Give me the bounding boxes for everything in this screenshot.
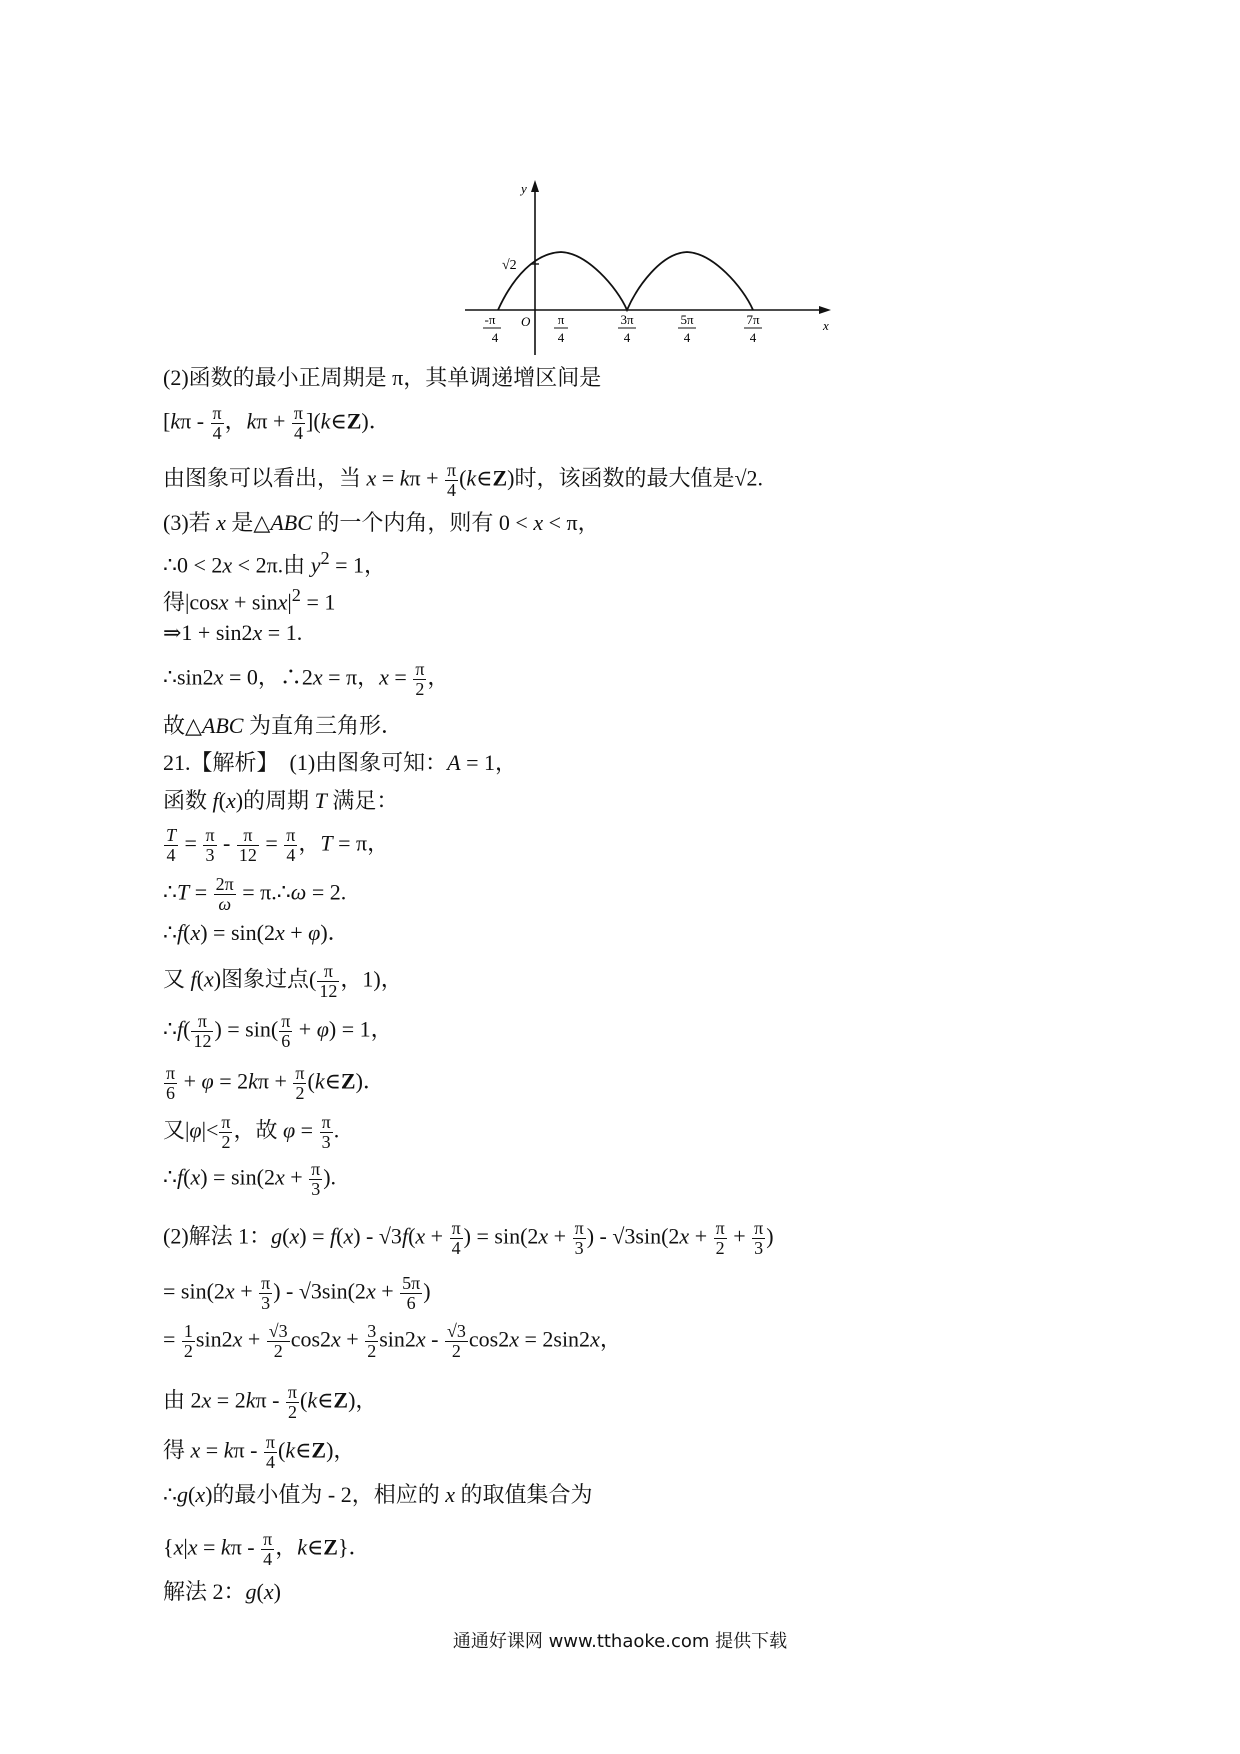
solution-line-l7: ⇒1 + sin2x = 1.	[163, 620, 303, 645]
solution-line-l26: {x|x = kπ - $\frac{\pi}{4}$ ，k∈Z}．	[163, 1529, 371, 1569]
svg-text:4: 4	[749, 330, 757, 345]
svg-text:5π: 5π	[680, 312, 694, 327]
solution-line-l12: $\frac{T}{4}$ = $\frac{\pi}{3}$ - $\frac{\pi}{12}$ = $\frac{\pi}{4}$ ，T = π，	[166, 825, 390, 865]
svg-text:4: 4	[557, 330, 565, 345]
svg-text:π: π	[557, 312, 565, 327]
x-tick-neg-pi-4	[483, 312, 501, 345]
origin-label: O	[521, 314, 531, 329]
solution-line-l6: 得$|\cos x + \sin x|^2 = 1$	[163, 585, 336, 615]
svg-text:7π: 7π	[746, 312, 760, 327]
solution-line-l9: 故△ABC 为直角三角形．	[163, 713, 403, 738]
x-tick-3pi-4	[618, 312, 636, 345]
x-axis-arrow	[819, 306, 831, 314]
solution-line-l24: 得 x = kπ - $\frac{\pi}{4}$ (k∈Z)，	[163, 1432, 356, 1472]
svg-text:3π: 3π	[620, 312, 634, 327]
svg-text:-π: -π	[484, 312, 496, 327]
x-tick-pi-4	[554, 312, 568, 345]
y-tick-sqrt2: √2	[502, 258, 517, 273]
x-axis-label: x	[823, 318, 829, 333]
x-tick-7pi-4	[744, 312, 762, 345]
solution-line-l11: 函数 f(x)的周期 T 满足：	[163, 788, 399, 813]
solution-line-l8: ∴sin2x = 0，∴2x = π，x = $\frac{\pi}{2}$ ，	[163, 659, 450, 699]
y-axis-label: y	[521, 181, 527, 196]
y-axis-arrow	[531, 180, 539, 192]
solution-line-l2: [kπ - $\frac{\pi}{4}$ ，kπ + $\frac{\pi}{4}$ ](k∈Z)．	[163, 403, 391, 443]
function-graph	[455, 175, 845, 360]
function-curve	[498, 252, 753, 310]
svg-text:4: 4	[623, 330, 631, 345]
solution-line-l5: ∴0 < 2x < 2π.由 $y^2 = 1$，	[163, 548, 387, 578]
svg-text:4: 4	[491, 330, 499, 345]
solution-line-l22: = $\frac{1}{2}$ sin2x + $\frac{√3}{2}$ cos2x + $\frac{3}{2}$ sin2x - $\frac{√3}{2}$ cos2x = 2sin2x，	[163, 1321, 622, 1361]
solution-line-l14: ∴f(x) = sin(2x + φ)．	[163, 920, 350, 945]
solution-line-l19: ∴f(x) = sin(2x + $\frac{\pi}{3}$ ).	[163, 1159, 337, 1199]
solution-line-l13: ∴T = $\frac{2\pi}{\omega}$ = π.∴ω = 2.	[163, 874, 347, 914]
solution-line-l20: (2)解法 1：g(x) = f(x) - √3f(x + $\frac{\pi}{4}$ ) = sin(2x + $\frac{\pi}{3}$ ) - √3sin(2x + $\frac{\pi}{2}$ + $\frac{\pi}{3}$ )	[163, 1218, 774, 1258]
solution-line-l1: (2)函数的最小正周期是 π，其单调递增区间是	[163, 365, 602, 390]
solution-line-l3: 由图象可以看出，当 x = kπ + $\frac{\pi}{4}$ (k∈Z)时，该函数的最大值是√2.	[163, 460, 764, 500]
solution-line-l17: $\frac{\pi}{6}$ + φ = 2kπ + $\frac{\pi}{2}$ (k∈Z)．	[166, 1063, 385, 1103]
solution-line-l27: 解法 2：g(x)	[163, 1579, 281, 1604]
solution-line-l16: ∴f( $\frac{\pi}{12}$ ) = sin( $\frac{\pi}{6}$ + φ) = 1，	[163, 1011, 393, 1051]
solution-line-l21: = sin(2x + $\frac{\pi}{3}$ ) - √3sin(2x + $\frac{5\pi}{6}$ )	[163, 1273, 431, 1313]
svg-text:4: 4	[683, 330, 691, 345]
solution-line-l18: 又|φ|< $\frac{\pi}{2}$ ，故 φ = $\frac{\pi}{3}$ .	[163, 1112, 340, 1152]
solution-line-l15: 又 f(x)图象过点( $\frac{\pi}{12}$ ，1)，	[163, 961, 403, 1001]
solution-line-l4: (3)若 x 是△ABC 的一个内角，则有 0 < x < π，	[163, 510, 600, 535]
footer-source: 通通好课网 www.tthaoke.com 提供下载	[452, 1631, 788, 1652]
solution-line-l25: ∴g(x)的最小值为 - 2，相应的 x 的取值集合为	[163, 1482, 593, 1507]
solution-line-l23: 由 2x = 2kπ - $\frac{\pi}{2}$ (k∈Z)，	[163, 1382, 378, 1422]
solution-line-l10: 21.【解析】 (1)由图象可知：A = 1，	[163, 750, 518, 775]
x-tick-5pi-4	[678, 312, 696, 345]
